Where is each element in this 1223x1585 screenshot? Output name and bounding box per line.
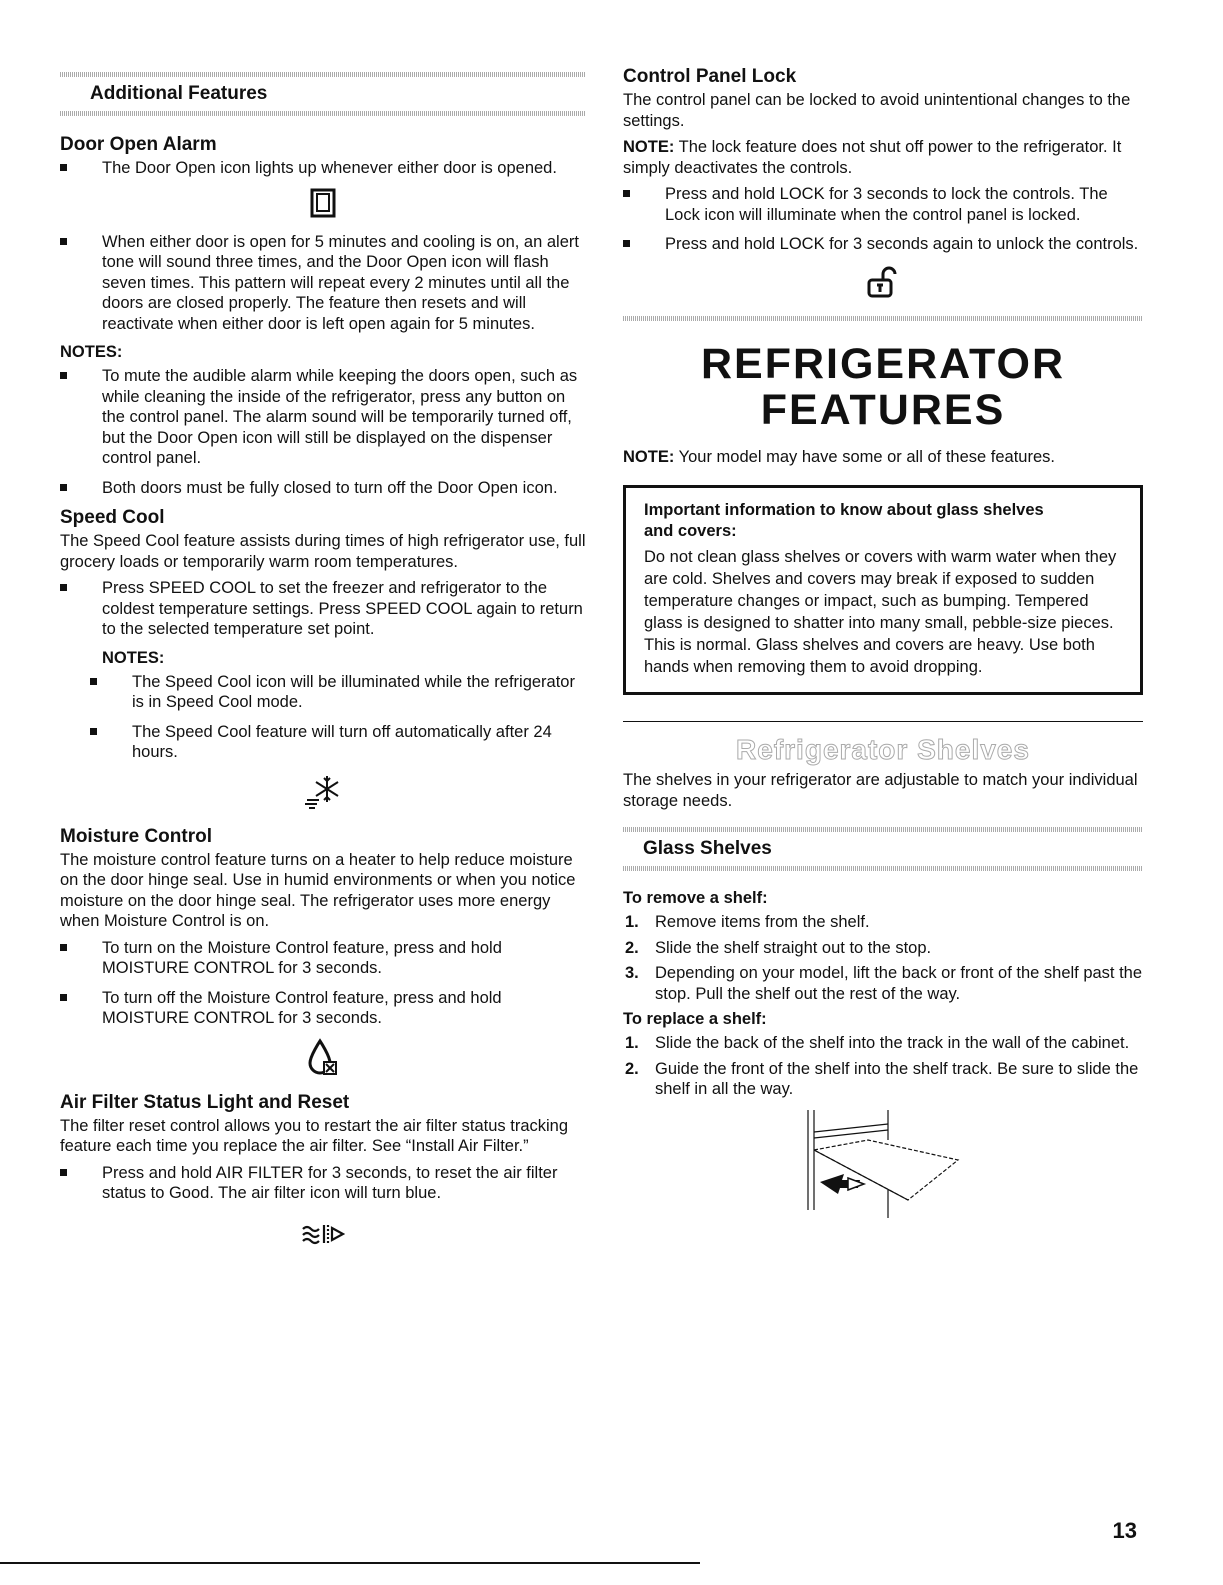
separator-bar bbox=[623, 316, 1143, 321]
bullet-text: Press and hold LOCK for 3 seconds to lock the controls. The Lock icon will illuminate when the control panel is locked. bbox=[665, 185, 1108, 224]
air-filter-intro: The filter reset control allows you to restart the air filter status tracking feature each time you replace the air filter. See “Install Air Filter.” bbox=[60, 1116, 569, 1155]
section-title: Additional Features bbox=[90, 83, 268, 104]
door-open-list bbox=[60, 158, 586, 179]
right-column bbox=[623, 66, 1143, 1234]
speed-cool-intro: The Speed Cool feature assists during times of high refrigerator use, full grocery loads or temporarily warm room temperatures. bbox=[60, 532, 586, 571]
lock-icon bbox=[623, 264, 1143, 300]
bullet-text: To turn on the Moisture Control feature, press and hold MOISTURE CONTROL for 3 seconds. bbox=[102, 938, 502, 977]
list-item bbox=[60, 232, 586, 335]
air-filter-list bbox=[60, 1163, 586, 1204]
notes-label: NOTES: bbox=[60, 343, 123, 361]
list-item bbox=[60, 1163, 586, 1204]
list-item bbox=[60, 158, 586, 179]
notes-label: NOTES: bbox=[102, 648, 165, 667]
bullet bbox=[60, 994, 67, 1001]
page-title bbox=[623, 341, 1143, 433]
bullet bbox=[60, 484, 67, 491]
lock-note bbox=[623, 137, 1143, 178]
shelves-title: Refrigerator Shelves bbox=[736, 734, 1030, 765]
list-item bbox=[623, 938, 1143, 959]
air-filter-heading: Air Filter Status Light and Reset bbox=[60, 1091, 350, 1113]
step-number: 2. bbox=[625, 938, 639, 957]
door-open-heading: Door Open Alarm bbox=[60, 134, 217, 155]
speed-cool-list bbox=[60, 578, 586, 640]
bullet-text: Press and hold AIR FILTER for 3 seconds, to reset the air filter status to Good. The air filter icon will turn blue. bbox=[102, 1163, 558, 1202]
step-number: 2. bbox=[625, 1059, 639, 1078]
step-text: Guide the front of the shelf into the shelf track. Be sure to slide the shelf in all the way. bbox=[655, 1059, 1139, 1098]
step-text: Slide the shelf straight out to the stop. bbox=[655, 938, 932, 957]
section-header-additional-features bbox=[60, 70, 586, 120]
speed-cool-icon bbox=[60, 772, 586, 812]
page-number: 13 bbox=[1112, 1518, 1137, 1543]
bullet bbox=[60, 164, 67, 171]
left-column bbox=[60, 60, 586, 1260]
shelves-intro: The shelves in your refrigerator are adjustable to match your individual storage needs. bbox=[623, 771, 1138, 810]
moisture-control-heading: Moisture Control bbox=[60, 825, 212, 847]
list-item bbox=[623, 912, 1143, 933]
section-header-bar bbox=[623, 866, 1143, 871]
note-text: The lock feature does not shut off power to the refrigerator. It simply deactivates the controls. bbox=[623, 138, 1122, 177]
step-number: 3. bbox=[625, 964, 639, 982]
list-item bbox=[623, 1059, 1143, 1100]
title-line-2: FEATURES bbox=[760, 385, 1006, 434]
list-item bbox=[60, 578, 586, 640]
footer-rule bbox=[0, 1562, 700, 1564]
step-text: Depending on your model, lift the back or front of the shelf past the stop. Pull the shelf out the rest of the way. bbox=[655, 964, 1143, 1003]
shelf-illustration bbox=[623, 1110, 1143, 1220]
moisture-control-icon bbox=[60, 1038, 586, 1078]
features-note bbox=[623, 447, 1143, 468]
bullet-text: When either door is open for 5 minutes and cooling is on, an alert tone will sound three times, and the Door Open icon will flash seven times. This pattern will repeat every 2 minutes until all the doors are closed properly. The feature then resets and will reactivate when either door is left open again for 5 minutes. bbox=[102, 232, 579, 333]
moisture-control-list bbox=[60, 938, 586, 1029]
bullet bbox=[623, 240, 630, 247]
section-separator bbox=[623, 314, 1143, 325]
list-item bbox=[623, 1033, 1143, 1054]
bullet-text: Both doors must be fully closed to turn off the Door Open icon. bbox=[102, 478, 558, 497]
list-item bbox=[623, 234, 1143, 255]
bullet-text: Press SPEED COOL to set the freezer and refrigerator to the coldest temperature settings. Press SPEED COOL again to return to the selected temperature set point. bbox=[102, 579, 583, 638]
glass-warning-title-line1: Important information to know about glass shelves bbox=[644, 501, 1044, 519]
remove-shelf-label: To remove a shelf: bbox=[623, 889, 768, 907]
glass-warning-box bbox=[623, 485, 1143, 695]
list-item bbox=[60, 366, 586, 469]
bullet bbox=[60, 944, 67, 951]
list-item bbox=[60, 938, 586, 979]
glass-warning-title-line2: and covers: bbox=[644, 522, 737, 540]
speed-cool-heading: Speed Cool bbox=[60, 507, 165, 528]
divider bbox=[623, 721, 1143, 722]
list-item bbox=[60, 988, 586, 1029]
glass-warning-title bbox=[644, 500, 1122, 542]
section-header-bar bbox=[60, 111, 586, 116]
bullet bbox=[90, 728, 97, 735]
glass-warning-body: Do not clean glass shelves or covers with warm water when they are cold. Shelves and covers may break if exposed to sudden temperature changes or impact, such as bumping. Tempered glass is designed to shatter into many small, pebble-size pieces. This is normal. Glass shelves and covers are heavy. Use both hands when removing them to avoid dropping. bbox=[644, 548, 1117, 676]
title-line-1: REFRIGERATOR bbox=[700, 339, 1066, 388]
list-item bbox=[623, 963, 1143, 1004]
list-item bbox=[90, 672, 586, 713]
list-item bbox=[90, 722, 586, 763]
step-text: Remove items from the shelf. bbox=[655, 913, 870, 931]
moisture-control-intro: The moisture control feature turns on a heater to help reduce moisture on the door hinge seal. Use in humid environments or when you notice moisture on the door hinge seal. The refrigerator uses more energy when Moisture Control is on. bbox=[60, 850, 576, 930]
bullet bbox=[623, 190, 630, 197]
note-label: NOTE: bbox=[623, 447, 675, 466]
replace-shelf-label: To replace a shelf: bbox=[623, 1010, 767, 1028]
lock-list bbox=[623, 184, 1143, 255]
bullet-text: To mute the audible alarm while keeping the doors open, such as while cleaning the inside of the refrigerator, press any button on the control panel. The alarm sound will be temporarily turned off, but the Door Open icon will still be displayed on the dispenser control panel. bbox=[102, 367, 578, 467]
door-open-notes bbox=[60, 366, 586, 498]
door-open-list-2 bbox=[60, 232, 586, 335]
list-item bbox=[623, 184, 1143, 225]
step-number: 1. bbox=[625, 913, 639, 931]
section-title: Glass Shelves bbox=[643, 838, 772, 859]
section-header-glass-shelves bbox=[623, 825, 1143, 875]
bullet-text: To turn off the Moisture Control feature, press and hold MOISTURE CONTROL for 3 seconds. bbox=[102, 988, 502, 1027]
note-label: NOTE: bbox=[623, 138, 675, 156]
door-open-icon bbox=[60, 188, 586, 218]
bullet-text: The Speed Cool feature will turn off automatically after 24 hours. bbox=[132, 722, 552, 761]
step-text: Slide the back of the shelf into the track in the wall of the cabinet. bbox=[655, 1034, 1130, 1052]
step-number: 1. bbox=[625, 1034, 639, 1052]
replace-steps bbox=[623, 1033, 1143, 1100]
bullet bbox=[60, 584, 67, 591]
bullet-text: The Door Open icon lights up whenever either door is opened. bbox=[102, 159, 557, 177]
note-text: Your model may have some or all of these features. bbox=[674, 447, 1055, 466]
air-filter-icon bbox=[60, 1222, 586, 1246]
bullet bbox=[60, 372, 67, 379]
speed-cool-notes bbox=[90, 672, 586, 763]
lock-intro: The control panel can be locked to avoid unintentional changes to the settings. bbox=[623, 91, 1131, 130]
bullet-text: The Speed Cool icon will be illuminated while the refrigerator is in Speed Cool mode. bbox=[132, 672, 575, 711]
control-panel-lock-heading: Control Panel Lock bbox=[623, 66, 797, 87]
bullet-text: Press and hold LOCK for 3 seconds again to unlock the controls. bbox=[665, 235, 1139, 253]
remove-steps bbox=[623, 912, 1143, 1004]
bullet bbox=[60, 1169, 67, 1176]
bullet bbox=[60, 238, 67, 245]
bullet bbox=[90, 678, 97, 685]
list-item bbox=[60, 478, 586, 499]
